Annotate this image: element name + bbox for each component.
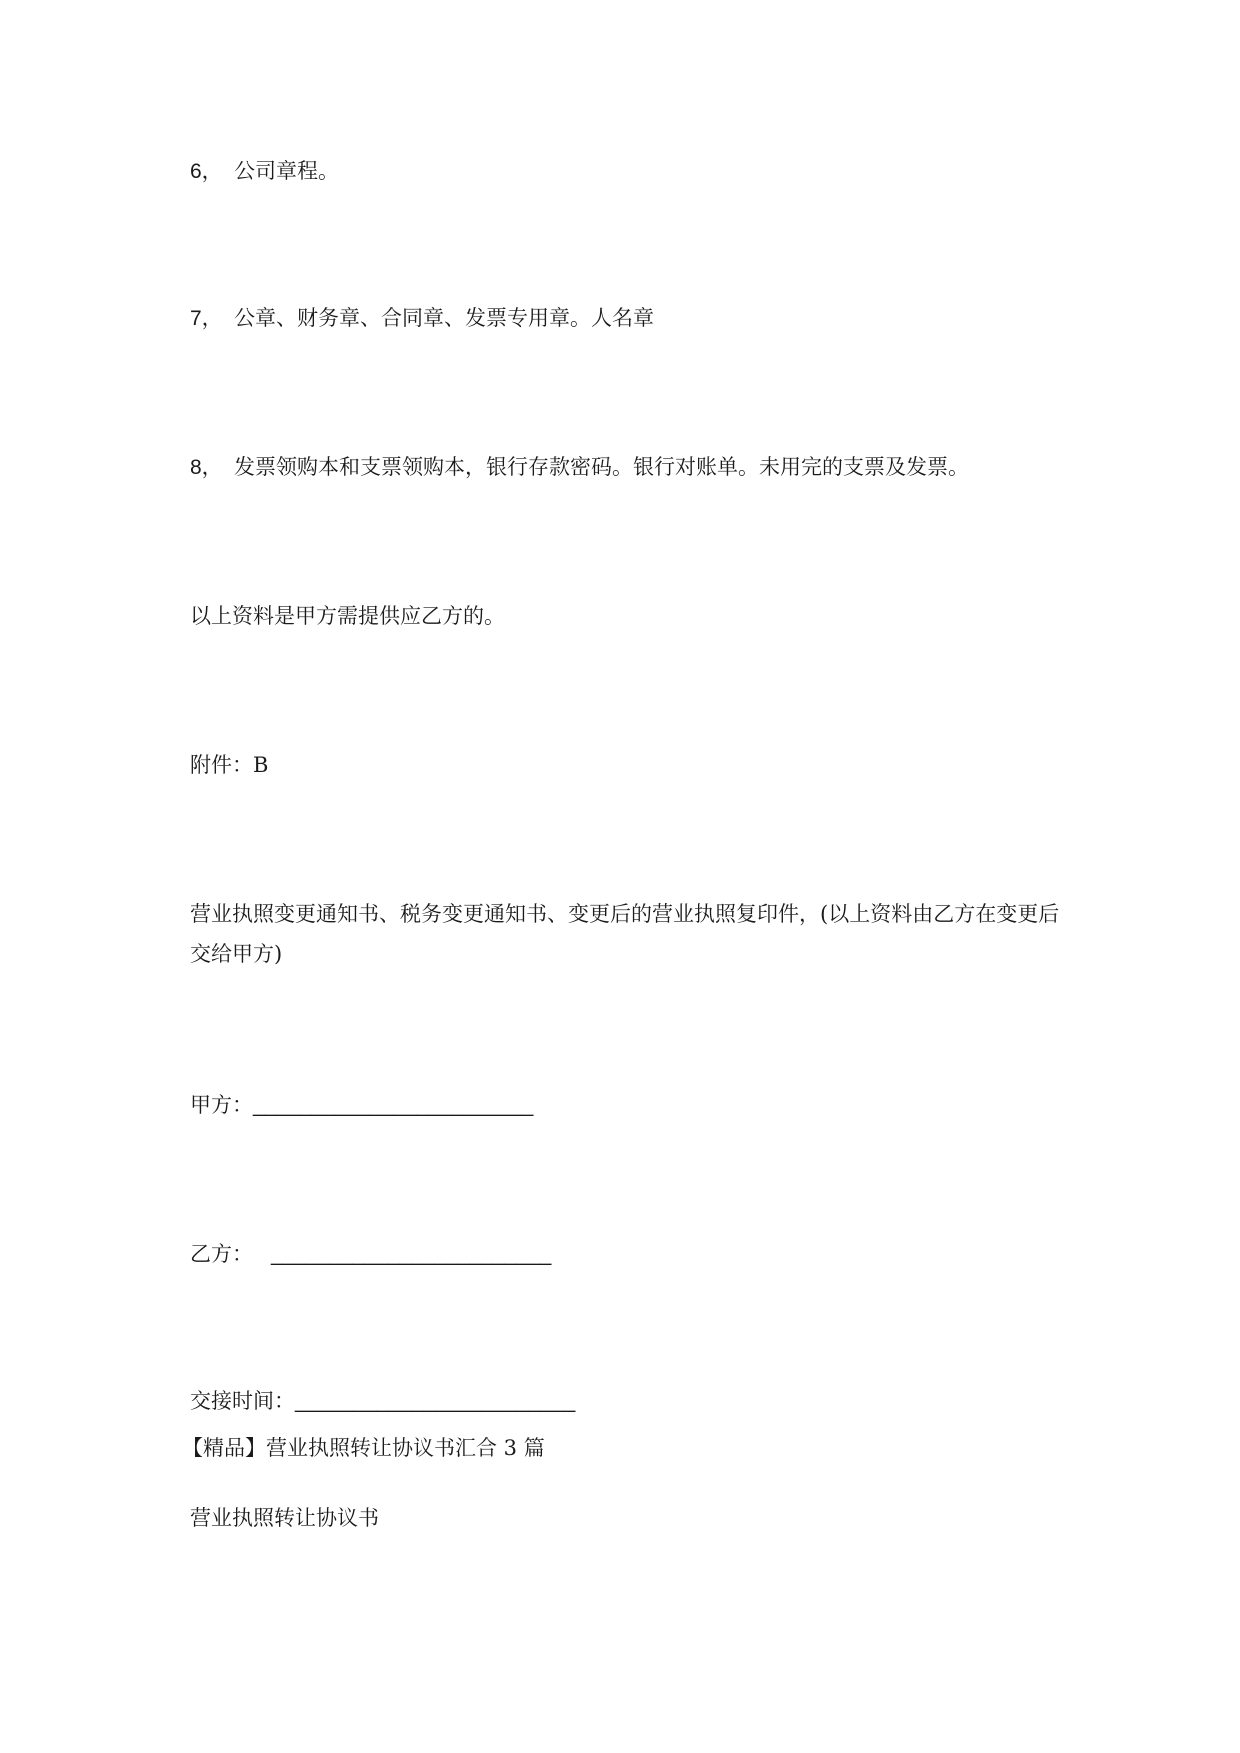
party-a-label: 甲方： <box>190 1093 253 1117</box>
party-a-signature-line <box>190 1090 533 1121</box>
party-a-blank: ________________________ <box>253 1094 534 1117</box>
party-b-blank: ________________________ <box>271 1243 552 1266</box>
handover-time-line <box>190 1386 575 1417</box>
document-title: 营业执照转让协议书 <box>190 1506 379 1530</box>
list-number: 6， <box>190 160 223 183</box>
handover-label: 交接时间： <box>190 1389 295 1413</box>
handover-blank: ________________________ <box>295 1390 576 1413</box>
list-text: 公章、财务章、合同章、发票专用章。人名章 <box>234 306 654 330</box>
party-b-signature-line <box>190 1239 551 1270</box>
attachment-description: 营业执照变更通知书、税务变更通知书、变更后的营业执照复印件，(以上资料由乙方在变更后交给甲方) <box>190 902 1060 966</box>
provided-note: 以上资料是甲方需提供应乙方的。 <box>190 604 505 628</box>
list-number: 7， <box>190 307 223 330</box>
list-number: 8， <box>190 456 223 479</box>
list-item-7 <box>190 303 654 334</box>
list-item-6 <box>190 156 339 187</box>
party-b-label: 乙方： <box>190 1242 253 1266</box>
list-item-8 <box>190 452 969 483</box>
attachment-label: 附件：B <box>190 753 269 777</box>
list-text: 公司章程。 <box>234 159 339 183</box>
section-title: 【精品】营业执照转让协议书汇合 3 篇 <box>182 1436 545 1460</box>
list-text: 发票领购本和支票领购本，银行存款密码。银行对账单。未用完的支票及发票。 <box>234 455 969 479</box>
